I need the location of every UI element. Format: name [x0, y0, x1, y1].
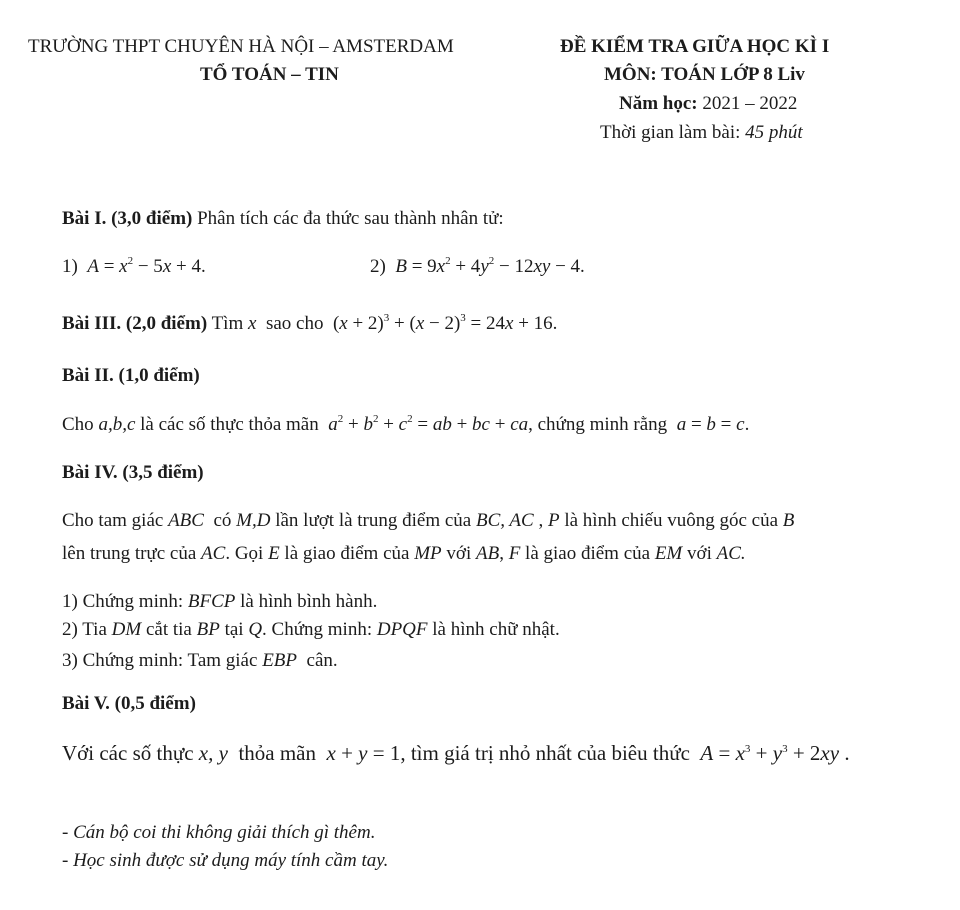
- bai4-math: MP: [414, 543, 442, 564]
- bai5-expression: $A = x^3 + y^3 + 2xy$ .: [700, 741, 850, 765]
- bai1-item-2-number: 2): [370, 256, 386, 277]
- bai5-math: x, y: [198, 741, 228, 765]
- bai4-text: . Gọi: [225, 543, 264, 564]
- exam-duration-label: Thời gian làm bài:: [600, 122, 741, 143]
- note-2: - Học sinh được sử dụng máy tính cầm tay.: [62, 850, 389, 871]
- bai4-text: có: [213, 510, 232, 531]
- bai4-text: là hình chiếu vuông góc của: [564, 510, 779, 531]
- bai4-text: là giao điểm của: [525, 543, 651, 564]
- bai4-q2-text: là hình chữ nhật.: [432, 619, 560, 640]
- bai2-cho: Cho: [62, 414, 94, 435]
- bai4-math: BFCP: [187, 591, 236, 612]
- bai4-text: với: [687, 543, 712, 564]
- bai4-text: Cho tam giác: [62, 510, 164, 531]
- bai4-statement-line-1: Cho tam giác ABC có M,D lần lượt là trung điểm của BC, AC , P là hình chiếu vuông góc của B: [62, 510, 795, 531]
- bai1-item-1: [62, 256, 206, 278]
- bai5-text: thỏa mãn: [238, 741, 316, 765]
- bai4-heading: Bài IV. (3,5 điểm): [62, 462, 204, 483]
- bai2-end: chứng minh rằng: [537, 414, 668, 435]
- bai4-math: BP: [196, 619, 220, 640]
- bai4-math: EBP: [262, 650, 298, 671]
- bai4-text: với: [446, 543, 472, 564]
- bai4-math: BC, AC: [476, 510, 534, 531]
- bai4-math: EM: [654, 543, 683, 564]
- bai3-var-x: x: [248, 313, 257, 334]
- bai5-text: tìm giá trị nhỏ nhất của biêu thức: [410, 741, 690, 765]
- bai4-math: AC: [201, 543, 226, 564]
- department-name: TỔ TOÁN – TIN: [200, 64, 339, 85]
- bai4-q2-text: cắt tia: [145, 619, 192, 640]
- bai4-math: DPQF: [376, 619, 428, 640]
- bai2-mid: là các số thực thỏa mãn: [140, 414, 319, 435]
- bai2-heading: Bài II. (1,0 điểm): [62, 365, 200, 386]
- exam-duration: [600, 122, 803, 144]
- bai4-text: lên trung trực của: [62, 543, 197, 564]
- bai4-math: ABC: [168, 510, 204, 531]
- school-year-label: Năm học:: [619, 93, 698, 114]
- bai5-statement: [62, 741, 850, 766]
- bai1-item-2: [370, 256, 585, 278]
- bai4-math: F: [508, 543, 521, 564]
- bai4-question-1: [62, 591, 377, 613]
- bai4-q1-text: là hình bình hành.: [240, 591, 378, 612]
- school-year: [619, 93, 797, 115]
- bai3-heading: Bài III. (2,0 điểm): [62, 313, 208, 334]
- bai3-equation: $(x + 2)^3 + (x - 2)^3 = 24x + 16$.: [328, 312, 558, 334]
- bai4-q3-text: 3) Chứng minh: Tam giác: [62, 650, 258, 671]
- bai4-math: P: [547, 510, 560, 531]
- bai4-text: lần lượt là trung điểm của: [275, 510, 472, 531]
- bai4-text: là giao điểm của: [284, 543, 410, 564]
- bai4-math: B: [782, 510, 795, 531]
- exam-duration-value: 45 phút: [745, 122, 803, 143]
- bai3-line: [62, 313, 557, 335]
- bai4-math: AC.: [716, 543, 746, 564]
- bai4-statement-line-2: lên trung trực của AC. Gọi E là giao điểm của MP với AB, F là giao điểm của EM với AC.: [62, 543, 746, 564]
- bai4-math: E: [268, 543, 280, 564]
- bai1-prompt-line: [62, 208, 504, 230]
- bai4-math: AB: [475, 543, 500, 564]
- bai2-condition: $a^2 + b^2 + c^2$ = ab + bc + ca,: [328, 413, 533, 435]
- bai1-item-1-number: 1): [62, 256, 78, 277]
- bai5-condition: x + y = 1,: [326, 741, 406, 765]
- bai4-q3-text: cân.: [306, 650, 338, 671]
- bai4-math: M,D: [236, 510, 271, 531]
- bai5-heading: Bài V. (0,5 điểm): [62, 693, 196, 714]
- bai4-q2-text: . Chứng minh:: [262, 619, 373, 640]
- exam-subject: MÔN: TOÁN LỚP 8 Liv: [604, 64, 805, 85]
- bai4-question-3: [62, 650, 338, 672]
- bai3-prompt-a: Tìm: [211, 313, 244, 334]
- bai2-conclusion: a = b = c.: [676, 414, 750, 435]
- exam-title: ĐỀ KIỂM TRA GIỮA HỌC KÌ I: [560, 36, 830, 57]
- bai1-prompt: Phân tích các đa thức sau thành nhân tử:: [197, 208, 504, 229]
- school-year-value: 2021 – 2022: [702, 93, 798, 114]
- bai1-heading: Bài I. (3,0 điểm): [62, 208, 193, 229]
- school-name: TRƯỜNG THPT CHUYÊN HÀ NỘI – AMSTERDAM: [28, 36, 454, 57]
- bai3-prompt-b: sao cho: [265, 313, 324, 334]
- bai4-math: DM: [111, 619, 142, 640]
- bai1-formula-1: $A = x^2 - 5x + 4$.: [87, 255, 206, 277]
- bai4-q2-text: tại: [224, 619, 244, 640]
- note-1: - Cán bộ coi thi không giải thích gì thêm.: [62, 822, 376, 843]
- bai2-vars: a,b,c: [98, 414, 136, 435]
- bai4-math: Q: [248, 619, 263, 640]
- bai4-q1-text: 1) Chứng minh:: [62, 591, 184, 612]
- bai1-formula-2: $B = 9x^2 + 4y^2 - 12xy - 4$.: [395, 255, 585, 277]
- bai4-question-2: [62, 619, 560, 641]
- bai2-statement: [62, 414, 749, 436]
- bai4-q2-text: 2) Tia: [62, 619, 107, 640]
- bai5-text: Với các số thực: [62, 741, 194, 765]
